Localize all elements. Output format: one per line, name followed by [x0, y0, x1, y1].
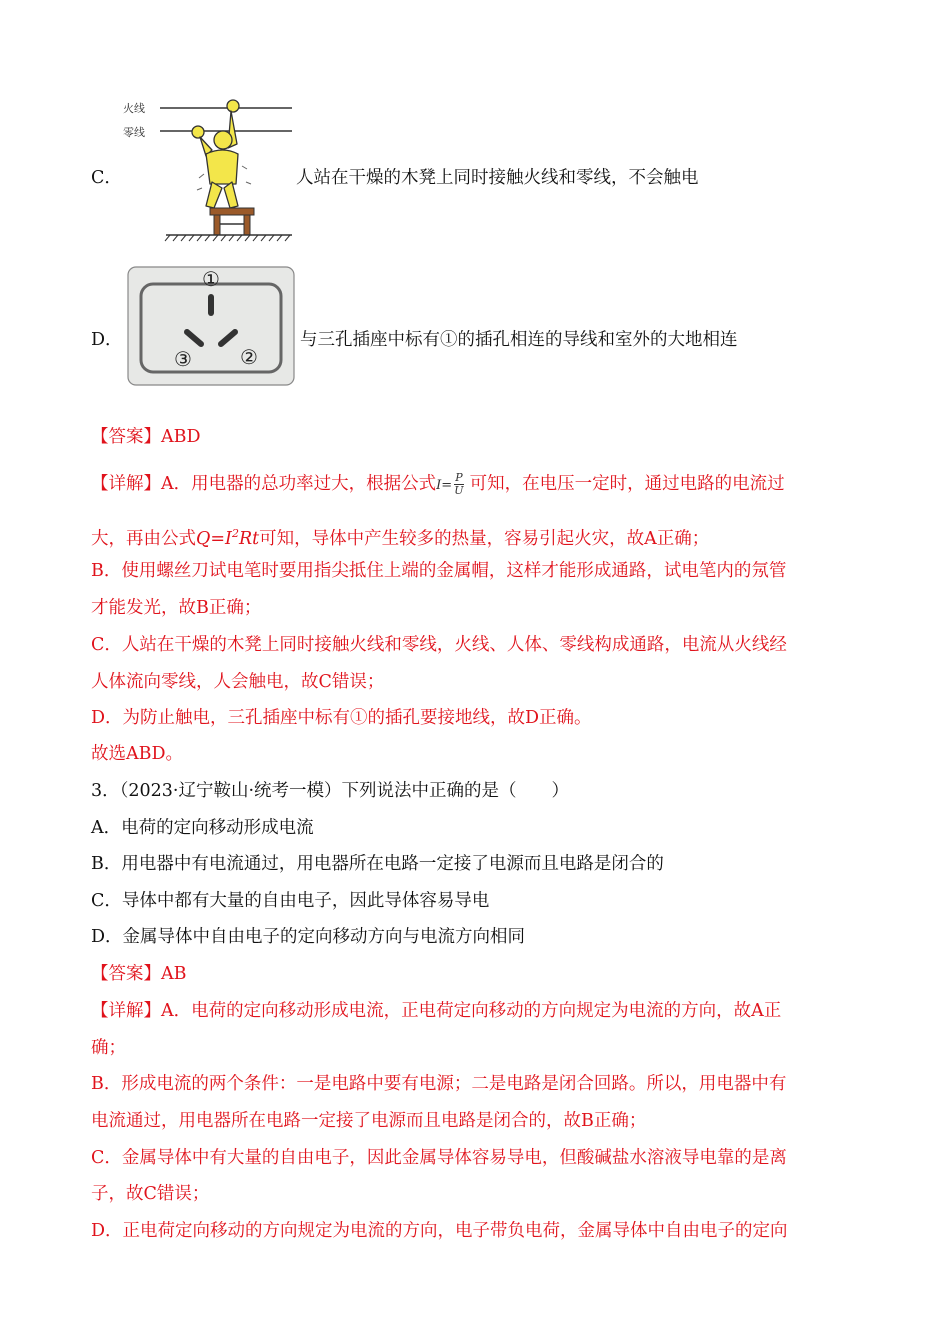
- q3-option-c: C．导体中都有大量的自由电子，因此导体容易导电: [91, 891, 490, 911]
- socket-mark-2: ②: [240, 345, 258, 369]
- electric-shock-illustration: [120, 96, 295, 244]
- three-pin-socket-illustration: [127, 266, 295, 386]
- q3-option-b: B．用电器中有电流通过，用电器所在电路一定接了电源而且电路是闭合的: [91, 854, 664, 874]
- option-c-text: 人站在干燥的木凳上同时接触火线和零线，不会触电: [296, 168, 699, 188]
- q3-detail-line-1: 【详解】A．电荷的定向移动形成电流，正电荷定向移动的方向规定为电流的方向，故A正: [91, 1001, 782, 1021]
- q2-detail-line-4: 才能发光，故B正确；: [91, 598, 262, 618]
- socket-mark-1: ①: [202, 267, 220, 291]
- q3-detail-line-2: 确；: [91, 1038, 126, 1058]
- neutral-wire-label: 零线: [123, 126, 145, 139]
- option-d-label: D．: [91, 330, 123, 350]
- q2-answer: 【答案】ABD: [91, 427, 201, 447]
- q2-detail-line-3: B．使用螺丝刀试电笔时要用指尖抵住上端的金属帽，这样才能形成通路，试电笔内的氖管: [91, 561, 787, 581]
- option-c-label: C．: [91, 168, 122, 188]
- socket-mark-3: ③: [174, 347, 192, 371]
- option-d-text: 与三孔插座中标有①的插孔相连的导线和室外的大地相连: [300, 330, 738, 350]
- q3-detail-line-6: 子，故C错误；: [91, 1184, 210, 1204]
- q3-detail-line-5: C．金属导体中有大量的自由电子，因此金属导体容易导电，但酸碱盐水溶液导电靠的是离: [91, 1148, 787, 1168]
- q3-answer: 【答案】AB: [91, 964, 187, 984]
- q2-detail-line-1: 【详解】A．用电器的总功率过大，根据公式I= $\frac{P}{U}$ 可知，在电压一定时，通过电路的电流过: [91, 471, 785, 497]
- q3-detail-line-3: B．形成电流的两个条件：一是电路中要有电源；二是电路是闭合回路。所以，用电器中有: [91, 1074, 787, 1094]
- q3-detail-line-7: D．正电荷定向移动的方向规定为电流的方向，电子带负电荷，金属导体中自由电子的定向: [91, 1221, 788, 1241]
- q3-option-a: A．电荷的定向移动形成电流: [91, 818, 314, 838]
- q2-detail-line-2: 大，再由公式$Q=I^2Rt$可知，导体中产生较多的热量，容易引起火灾，故A正确；: [91, 527, 710, 549]
- q2-detail-line-7: D．为防止触电，三孔插座中标有①的插孔要接地线，故D正确。: [91, 708, 592, 728]
- q2-detail-line-6: 人体流向零线，人会触电，故C错误；: [91, 672, 385, 692]
- q2-detail-line-5: C．人站在干燥的木凳上同时接触火线和零线，火线、人体、零线构成通路，电流从火线经: [91, 635, 787, 655]
- q3-option-d: D．金属导体中自由电子的定向移动方向与电流方向相同: [91, 927, 526, 947]
- q3-detail-line-4: 电流通过，用电器所在电路一定接了电源而且电路是闭合的，故B正确；: [91, 1111, 647, 1131]
- live-wire-label: 火线: [123, 102, 145, 115]
- q3-stem: 3．（2023·辽宁鞍山·统考一模）下列说法中正确的是（ ）: [91, 781, 570, 801]
- q2-conclusion: 故选ABD。: [91, 744, 184, 764]
